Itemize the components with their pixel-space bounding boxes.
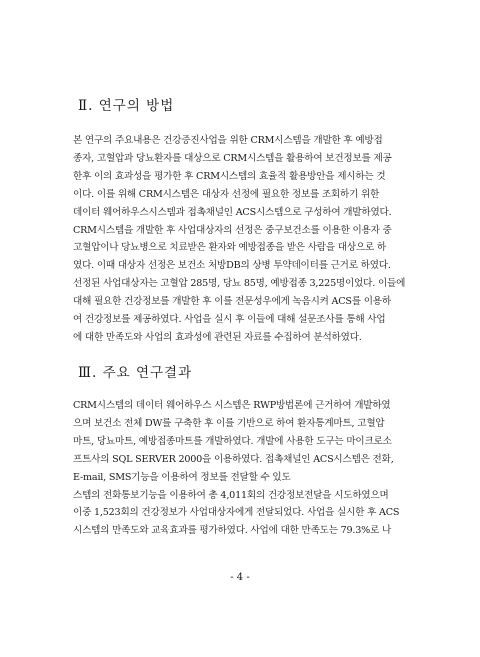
body-line: 종자, 고혈압과 당뇨환자를 대상으로 CRM시스템을 활용하여 보건정보를 제공	[73, 152, 392, 164]
page-number: - 4 -	[230, 572, 250, 583]
body-line: 시스템의 만족도와 교육효과를 평가하였다. 사업에 대한 만족도는 79.3%로 나	[73, 525, 392, 537]
body-line: CRM시스템을 개발한 후 사업대상자의 선정은 중구보건소를 이용한 이용자 중	[73, 224, 392, 236]
body-line: 마트, 당뇨마트, 예방접종마트를 개발하였다. 개발에 사용한 도구는 마이크로소	[73, 435, 392, 447]
body-line: 한후 이의 효과성을 평가한 후 CRM시스템의 효율적 활용방안을 제시하는 것	[73, 170, 386, 182]
body-line: 에 대한 만족도와 사업의 효과성에 관련된 자료를 수집하여 분석하였다.	[73, 331, 362, 343]
body-line: 고혈압이나 당뇨병으로 치료받은 환자와 예방접종을 받은 사람을 대상으로 하	[73, 242, 386, 254]
body-line: 이중 1,523회의 건강정보가 사업대상자에게 전달되었다. 사업을 실시한 후 ACS	[73, 507, 400, 519]
body-line: 선정된 사업대상자는 고혈압 285명, 당뇨 85명, 예방접종 3,225명이었다. 이들에	[73, 278, 406, 290]
body-line: 데이터 웨어하우스시스템과 접촉채널인 ACS시스템으로 구성하여 개발하였다.	[73, 206, 392, 218]
body-line: 이다. 이를 위해 CRM시스템은 대상자 선정에 필요한 정보를 조회하기 위한	[73, 188, 380, 200]
body-line: E-mail, SMS기능을 이용하여 정보를 전달할 수 있도	[73, 471, 291, 483]
section-3-body	[73, 397, 408, 540]
body-line: 본 연구의 주요내용은 건강증진사업을 위한 CRM시스템을 개발한 후 예방접	[73, 135, 383, 146]
body-line: 스템의 전화통보기능을 이용하여 총 4,011회의 건강정보전달을 시도하였으며	[73, 489, 389, 501]
section-3-heading: Ⅲ. 주요 연구결과	[78, 365, 193, 381]
section-2-body	[73, 132, 408, 347]
section-2-heading: Ⅱ. 연구의 방법	[78, 98, 175, 114]
body-line: CRM시스템의 데이터 웨어하우스 시스템은 RWP방법론에 근거하여 개발하였	[73, 400, 391, 411]
body-line: 여 건강정보를 제공하였다. 사업을 실시 후 이들에 대해 설문조사를 통해 사업	[73, 314, 386, 326]
body-line: 대해 필요한 건강정보를 개발한 후 이를 전문성우에게 녹음시켜 ACS를 이용하	[73, 296, 391, 308]
body-line: 였다. 이때 대상자 선정은 보건소 처방DB의 상병 투약데이터를 근거로 하였다.	[73, 260, 391, 272]
body-line: 으며 보건소 전체 DW를 구축한 후 이를 기반으로 하여 환자통계마트, 고혈압	[73, 417, 385, 429]
body-line: 프트사의 SQL SERVER 2000을 이용하였다. 접촉채널인 ACS시스템은 전화,	[73, 453, 394, 465]
